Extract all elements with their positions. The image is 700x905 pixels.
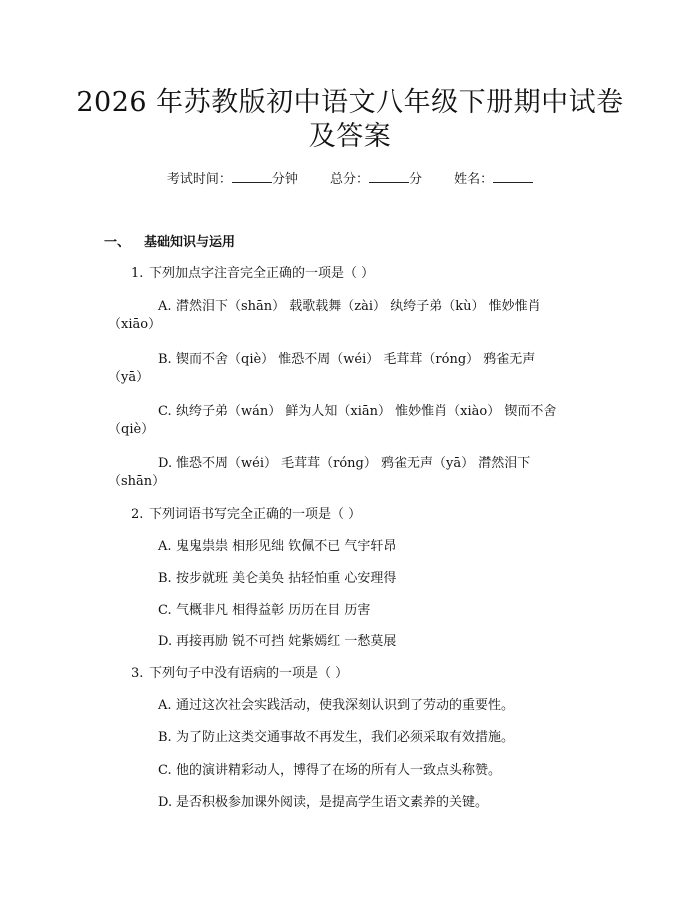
option-text: 鬼鬼祟祟 相形见绌 钦佩不已 气宇轩昂 [176, 539, 397, 554]
option-text: 潸然泪下（shān） 载歌载舞（zài） 纨绔子弟（kù） 惟妙惟肖 [176, 299, 541, 314]
option-text: 他的演讲精彩动人，博得了在场的所有人一致点头称赞。 [176, 763, 502, 778]
option-letter: C. [158, 404, 172, 419]
option-letter: D. [158, 456, 173, 471]
option-letter: D. [158, 634, 173, 649]
option-letter: C. [158, 763, 172, 778]
q1-option-b-line1 [158, 348, 535, 367]
question-number: 2. [131, 507, 144, 522]
q1-option-d-line2: （shān） [108, 474, 166, 489]
q3-option-c [158, 759, 501, 778]
q2-option-c [158, 599, 370, 618]
question-text: 下列句子中没有语病的一项是（ ） [149, 666, 349, 681]
question-3-stem [131, 662, 348, 681]
total-score-label: 总分： [329, 172, 369, 187]
q1-option-c-line2: （qiè） [108, 422, 155, 437]
option-text: 按步就班 美仑美奂 拈轻怕重 心安理得 [176, 571, 397, 586]
question-2-stem [131, 503, 361, 522]
option-letter: A. [158, 539, 172, 554]
option-letter: A. [158, 698, 172, 713]
option-text: 纨绔子弟（wán） 鲜为人知（xiān） 惟妙惟肖（xiào） 锲而不舍 [176, 404, 557, 419]
q2-option-b [158, 567, 396, 586]
total-score-unit: 分 [409, 172, 423, 187]
total-score-blank[interactable] [369, 170, 409, 183]
q1-option-a-line1 [158, 295, 541, 314]
exam-time-blank[interactable] [232, 170, 272, 183]
section-heading [104, 231, 235, 250]
q3-option-a [158, 694, 514, 713]
option-text: 是否积极参加课外阅读，是提高学生语文素养的关键。 [176, 795, 489, 810]
q1-option-a-line2: （xiāo） [108, 317, 162, 332]
option-letter: A. [158, 299, 172, 314]
section-title: 基础知识与运用 [144, 235, 236, 250]
q1-option-d-line1 [158, 452, 530, 471]
option-letter: D. [158, 795, 173, 810]
option-text: 通过这次社会实践活动，使我深刻认识到了劳动的重要性。 [176, 698, 515, 713]
question-text: 下列加点字注音完全正确的一项是（ ） [149, 266, 375, 281]
student-name-field [454, 172, 533, 187]
exam-title-line2: 及答案 [308, 121, 392, 152]
option-letter: B. [158, 730, 172, 745]
option-text: 锲而不舍（qiè） 惟恐不周（wéi） 毛茸茸（róng） 鸦雀无声 [176, 352, 536, 367]
exam-time-field [167, 172, 302, 187]
option-letter: C. [158, 603, 172, 618]
q3-option-d [158, 791, 488, 810]
student-name-label: 姓名： [454, 172, 494, 187]
question-1-stem [131, 262, 374, 281]
option-text: 惟恐不周（wéi） 毛茸茸（róng） 鸦雀无声（yā） 潸然泪下 [176, 456, 531, 471]
q2-option-d [158, 630, 396, 649]
exam-time-unit: 分钟 [271, 172, 298, 187]
q1-option-b-line2: （yā） [108, 370, 150, 385]
section-number: 一、 [104, 235, 131, 250]
question-number: 1. [131, 266, 144, 281]
student-name-blank[interactable] [493, 170, 533, 183]
q2-option-a [158, 535, 396, 554]
question-number: 3. [131, 666, 144, 681]
option-text: 为了防止这类交通事故不再发生，我们必须采取有效措施。 [176, 730, 515, 745]
q3-option-b [158, 726, 514, 745]
option-letter: B. [158, 571, 172, 586]
question-text: 下列词语书写完全正确的一项是（ ） [149, 507, 362, 522]
option-text: 气概非凡 相得益彰 历历在目 历害 [176, 603, 371, 618]
exam-time-label: 考试时间： [166, 172, 232, 187]
exam-info-row [0, 168, 700, 187]
q1-option-c-line1 [158, 400, 556, 419]
exam-title-line1: 2026 年苏教版初中语文八年级下册期中试卷 [76, 87, 624, 118]
option-text: 再接再励 锐不可挡 姹紫嫣红 一愁莫展 [176, 634, 397, 649]
option-letter: B. [158, 352, 172, 367]
total-score-field [330, 172, 426, 187]
